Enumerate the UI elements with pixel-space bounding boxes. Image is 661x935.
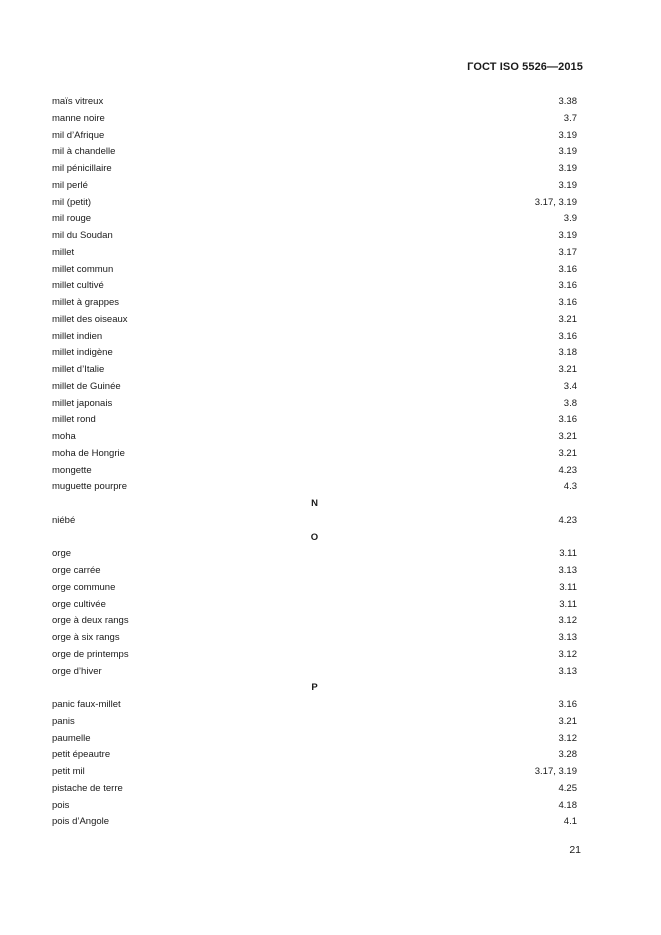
- index-reference: 3.9: [563, 213, 577, 225]
- index-term: mil à chandelle: [52, 146, 116, 158]
- index-entry: [52, 731, 577, 748]
- index-entry: [52, 345, 577, 362]
- index-reference: 3.16: [558, 297, 577, 308]
- index-entry: [52, 111, 577, 128]
- index-reference: 3.17: [558, 246, 577, 258]
- index-term: panic faux-millet: [52, 699, 121, 710]
- alphabetical-index: [52, 94, 577, 831]
- index-entry: [52, 228, 577, 245]
- index-reference: 3.11: [559, 581, 577, 593]
- index-term: orge à six rangs: [52, 632, 120, 643]
- index-entry: [52, 195, 577, 212]
- index-entry: [52, 144, 577, 161]
- index-reference: 3.4: [563, 380, 577, 392]
- index-reference: 3.16: [558, 280, 577, 292]
- index-term: millet commun: [52, 263, 114, 275]
- index-reference: 3.21: [558, 447, 577, 459]
- index-term: mil rouge: [52, 213, 92, 225]
- index-reference: 3.21: [558, 715, 577, 727]
- index-entry: [52, 245, 577, 262]
- index-term: orge: [52, 548, 72, 560]
- index-reference: 3.18: [558, 347, 577, 359]
- index-reference: 4.18: [558, 799, 577, 811]
- index-reference: 3.11: [559, 548, 577, 560]
- index-term: orge commune: [52, 581, 116, 593]
- index-reference: 3.16: [558, 330, 577, 342]
- index-term: mil (petit): [52, 196, 92, 208]
- index-entry: [52, 412, 577, 429]
- index-term: millet cultivé: [52, 280, 104, 292]
- document-header-id: ГОСТ ISO 5526—2015: [467, 61, 583, 73]
- index-reference: 3.28: [558, 749, 577, 761]
- index-entry: [52, 747, 577, 764]
- index-entry: [52, 178, 577, 195]
- index-reference: 3.16: [558, 699, 577, 710]
- index-entry: [52, 278, 577, 295]
- index-term: paumelle: [52, 732, 91, 744]
- index-reference: 3.19: [558, 179, 577, 191]
- index-term: orge de printemps: [52, 648, 129, 660]
- index-entry: [52, 697, 577, 714]
- index-term: panis: [52, 715, 75, 727]
- index-term: millet d’Italie: [52, 364, 105, 375]
- index-entry: [52, 814, 577, 831]
- index-term: mil perlé: [52, 179, 88, 191]
- index-entry: [52, 362, 577, 379]
- index-entry: [52, 630, 577, 647]
- index-reference: 3.19: [558, 230, 577, 241]
- index-reference: 3.12: [558, 648, 577, 660]
- index-section-letter: N: [311, 498, 318, 509]
- index-reference: 3.12: [558, 732, 577, 744]
- index-entry: [52, 479, 577, 496]
- index-reference: 4.1: [563, 816, 577, 828]
- index-entry: [52, 764, 577, 781]
- index-entry: [52, 262, 577, 279]
- index-entry: [52, 513, 577, 530]
- index-entry: [52, 463, 577, 480]
- index-reference: 3.19: [558, 163, 577, 174]
- index-entry: [52, 94, 577, 111]
- index-term: petit épeautre: [52, 749, 111, 761]
- index-reference: 4.3: [563, 481, 577, 493]
- index-entry: [52, 613, 577, 630]
- index-section-letter: O: [310, 531, 319, 543]
- index-term: petit mil: [52, 766, 85, 777]
- index-reference: 3.12: [558, 615, 577, 627]
- index-entry: [52, 664, 577, 681]
- index-entry: [52, 429, 577, 446]
- index-term: mongette: [52, 464, 92, 476]
- index-term: millet indien: [52, 330, 103, 342]
- index-entry: [52, 312, 577, 329]
- index-entry: [52, 798, 577, 815]
- index-entry: [52, 329, 577, 346]
- index-entry: [52, 580, 577, 597]
- index-term: orge d’hiver: [52, 665, 102, 677]
- index-term: mil du Soudan: [52, 230, 113, 241]
- index-reference: 3.8: [563, 397, 577, 409]
- index-reference: 3.16: [558, 414, 577, 426]
- index-entry: [52, 597, 577, 614]
- index-term: manne noire: [52, 112, 105, 124]
- index-entry: [52, 714, 577, 731]
- index-entry: [52, 563, 577, 580]
- index-entry: [52, 396, 577, 413]
- index-entry: [52, 211, 577, 228]
- index-reference: 3.19: [558, 129, 577, 141]
- index-term: pois: [52, 799, 70, 811]
- index-term: millet des oiseaux: [52, 313, 128, 325]
- index-term: pistache de terre: [52, 782, 123, 794]
- index-term: millet rond: [52, 414, 96, 426]
- index-entry: [52, 379, 577, 396]
- index-reference: 3.21: [558, 431, 577, 442]
- index-entry: [52, 781, 577, 798]
- index-entry: [52, 446, 577, 463]
- index-term: pois d’Angole: [52, 816, 110, 828]
- index-reference: 3.7: [563, 112, 577, 124]
- index-term: moha: [52, 431, 76, 442]
- index-reference: 3.13: [558, 665, 577, 677]
- index-reference: 3.19: [558, 146, 577, 158]
- index-reference: 4.23: [558, 464, 577, 476]
- index-entry: [52, 647, 577, 664]
- index-term: mil d’Afrique: [52, 129, 105, 141]
- index-reference: 3.11: [559, 598, 577, 610]
- index-term: millet: [52, 246, 75, 258]
- index-reference: 3.21: [558, 364, 577, 375]
- index-reference: 3.17, 3.19: [534, 196, 577, 208]
- index-term: orge à deux rangs: [52, 615, 129, 627]
- index-entry: [52, 128, 577, 145]
- index-entry: [52, 161, 577, 178]
- index-reference: 4.25: [558, 782, 577, 794]
- index-term: niébé: [52, 514, 76, 526]
- index-section-letter: P: [311, 682, 318, 694]
- index-term: millet à grappes: [52, 297, 120, 308]
- index-reference: 4.23: [558, 514, 577, 526]
- index-term: orge carrée: [52, 565, 101, 576]
- index-reference: 3.38: [558, 96, 577, 107]
- index-reference: 3.13: [558, 632, 577, 643]
- index-term: millet japonais: [52, 397, 113, 409]
- index-term: muguette pourpre: [52, 481, 127, 493]
- index-term: orge cultivée: [52, 598, 106, 610]
- index-reference: 3.21: [558, 313, 577, 325]
- index-term: millet indigène: [52, 347, 113, 359]
- page-number: 21: [569, 844, 581, 856]
- index-term: millet de Guinée: [52, 380, 121, 392]
- index-term: maïs vitreux: [52, 96, 104, 107]
- index-entry: [52, 546, 577, 563]
- index-term: moha de Hongrie: [52, 447, 125, 459]
- index-reference: 3.16: [558, 263, 577, 275]
- index-term: mil pénicillaire: [52, 163, 112, 174]
- index-entry: [52, 295, 577, 312]
- index-reference: 3.17, 3.19: [534, 766, 577, 777]
- index-reference: 3.13: [558, 565, 577, 576]
